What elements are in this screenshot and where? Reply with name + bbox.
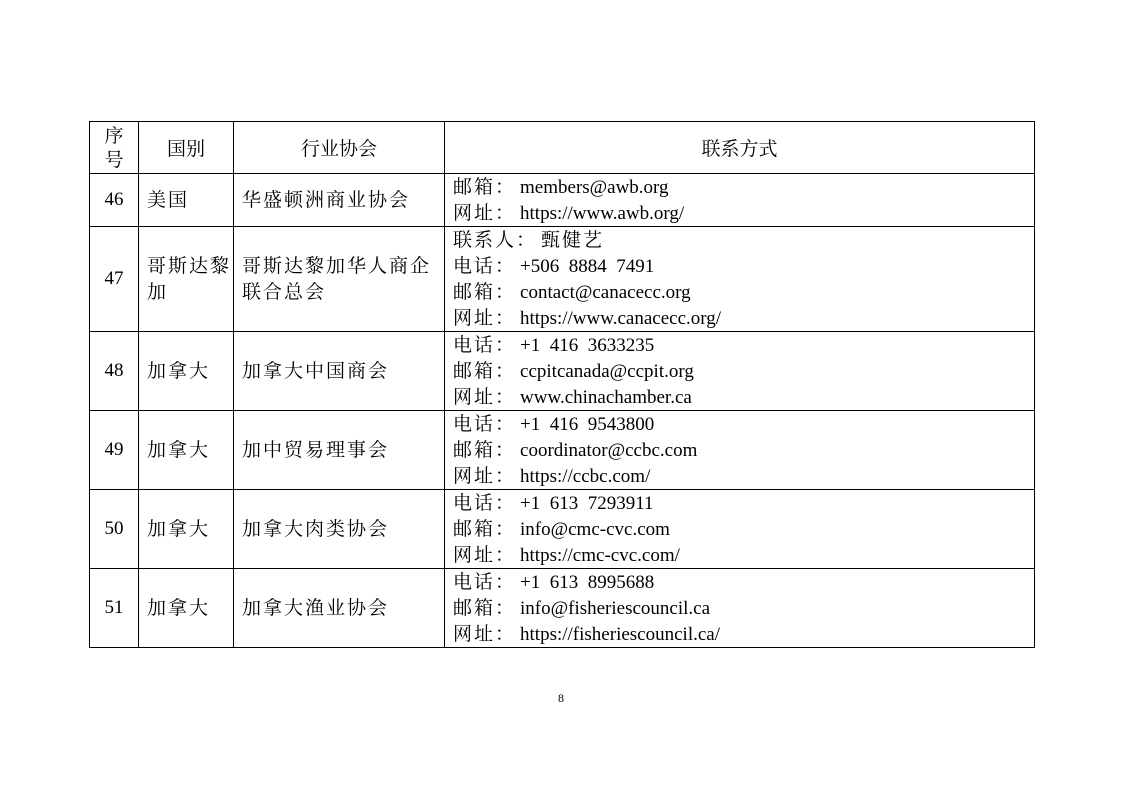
contact-label: 网址： xyxy=(453,386,517,408)
table-row xyxy=(90,569,1035,648)
website-value: https://cmc-cvc.com/ xyxy=(520,545,680,566)
contact-line xyxy=(453,279,1034,305)
contact-label: 网址： xyxy=(453,307,517,329)
contact-label: 电话： xyxy=(453,334,517,356)
row-contact xyxy=(445,227,1035,332)
contact-person-value: 甄健艺 xyxy=(541,229,605,251)
contact-label: 网址： xyxy=(453,202,517,224)
contact-label: 联系人： xyxy=(453,229,538,251)
website-value: https://ccbc.com/ xyxy=(520,466,651,487)
header-seq xyxy=(90,122,139,174)
row-contact xyxy=(445,490,1035,569)
contact-label: 邮箱： xyxy=(453,360,517,382)
header-contact: 联系方式 xyxy=(445,122,1035,174)
contact-line xyxy=(453,542,1034,568)
row-seq: 47 xyxy=(90,227,139,332)
contact-line xyxy=(453,490,1034,516)
website-value: www.chinachamber.ca xyxy=(520,387,692,408)
table-row xyxy=(90,174,1035,227)
contact-label: 邮箱： xyxy=(453,176,517,198)
website-value: https://fisheriescouncil.ca/ xyxy=(520,624,720,645)
contact-label: 网址： xyxy=(453,544,517,566)
contact-line xyxy=(453,621,1034,647)
email-value: contact@canacecc.org xyxy=(520,282,691,303)
contact-line xyxy=(453,174,1034,200)
contact-label: 邮箱： xyxy=(453,439,517,461)
phone-value: +1 416 3633235 xyxy=(520,335,655,356)
contact-line xyxy=(453,200,1034,226)
contact-line xyxy=(453,332,1034,358)
contact-label: 邮箱： xyxy=(453,597,517,619)
row-country: 加拿大 xyxy=(139,332,234,411)
phone-value: +1 416 9543800 xyxy=(520,414,655,435)
website-value: https://www.awb.org/ xyxy=(520,203,685,224)
row-association: 哥斯达黎加华人商企联合总会 xyxy=(234,227,445,332)
row-seq: 48 xyxy=(90,332,139,411)
row-country: 加拿大 xyxy=(139,569,234,648)
contact-label: 电话： xyxy=(453,413,517,435)
row-contact xyxy=(445,411,1035,490)
row-contact xyxy=(445,569,1035,648)
contact-line xyxy=(453,437,1034,463)
contact-label: 网址： xyxy=(453,623,517,645)
table-row xyxy=(90,332,1035,411)
header-association: 行业协会 xyxy=(234,122,445,174)
phone-value: +1 613 8995688 xyxy=(520,572,655,593)
phone-value: +1 613 7293911 xyxy=(520,493,654,514)
row-country: 美国 xyxy=(139,174,234,227)
contact-label: 邮箱： xyxy=(453,518,517,540)
table-body xyxy=(90,174,1035,648)
row-seq: 50 xyxy=(90,490,139,569)
row-contact xyxy=(445,174,1035,227)
contact-line xyxy=(453,411,1034,437)
header-seq-line1: 序 xyxy=(104,124,124,147)
contact-line xyxy=(453,595,1034,621)
row-country: 加拿大 xyxy=(139,490,234,569)
email-value: coordinator@ccbc.com xyxy=(520,440,698,461)
header-country: 国别 xyxy=(139,122,234,174)
header-seq-line2: 号 xyxy=(104,148,124,171)
row-seq: 46 xyxy=(90,174,139,227)
email-value: info@fisheriescouncil.ca xyxy=(520,598,711,619)
table-row xyxy=(90,490,1035,569)
row-country: 哥斯达黎加 xyxy=(139,227,234,332)
contact-line xyxy=(453,358,1034,384)
contact-label: 网址： xyxy=(453,465,517,487)
contact-label: 电话： xyxy=(453,255,517,277)
page-number: 8 xyxy=(558,691,564,705)
row-seq: 49 xyxy=(90,411,139,490)
contact-line xyxy=(453,463,1034,489)
table-row xyxy=(90,411,1035,490)
row-seq: 51 xyxy=(90,569,139,648)
contact-line xyxy=(453,227,1034,253)
website-value: https://www.canacecc.org/ xyxy=(520,308,722,329)
table-row xyxy=(90,227,1035,332)
contact-label: 电话： xyxy=(453,571,517,593)
row-association: 加拿大中国商会 xyxy=(234,332,445,411)
row-association: 加拿大肉类协会 xyxy=(234,490,445,569)
contact-line xyxy=(453,253,1034,279)
contact-line xyxy=(453,305,1034,331)
contact-line xyxy=(453,384,1034,410)
email-value: info@cmc-cvc.com xyxy=(520,519,670,540)
association-table xyxy=(89,121,1035,648)
contact-label: 电话： xyxy=(453,492,517,514)
row-association: 华盛顿洲商业协会 xyxy=(234,174,445,227)
row-country: 加拿大 xyxy=(139,411,234,490)
row-association: 加拿大渔业协会 xyxy=(234,569,445,648)
email-value: ccpitcanada@ccpit.org xyxy=(520,361,694,382)
contact-line xyxy=(453,569,1034,595)
row-association: 加中贸易理事会 xyxy=(234,411,445,490)
contact-line xyxy=(453,516,1034,542)
phone-value: +506 8884 7491 xyxy=(520,256,655,277)
email-value: members@awb.org xyxy=(520,177,669,198)
contact-label: 邮箱： xyxy=(453,281,517,303)
table-header-row xyxy=(90,122,1035,174)
row-contact xyxy=(445,332,1035,411)
